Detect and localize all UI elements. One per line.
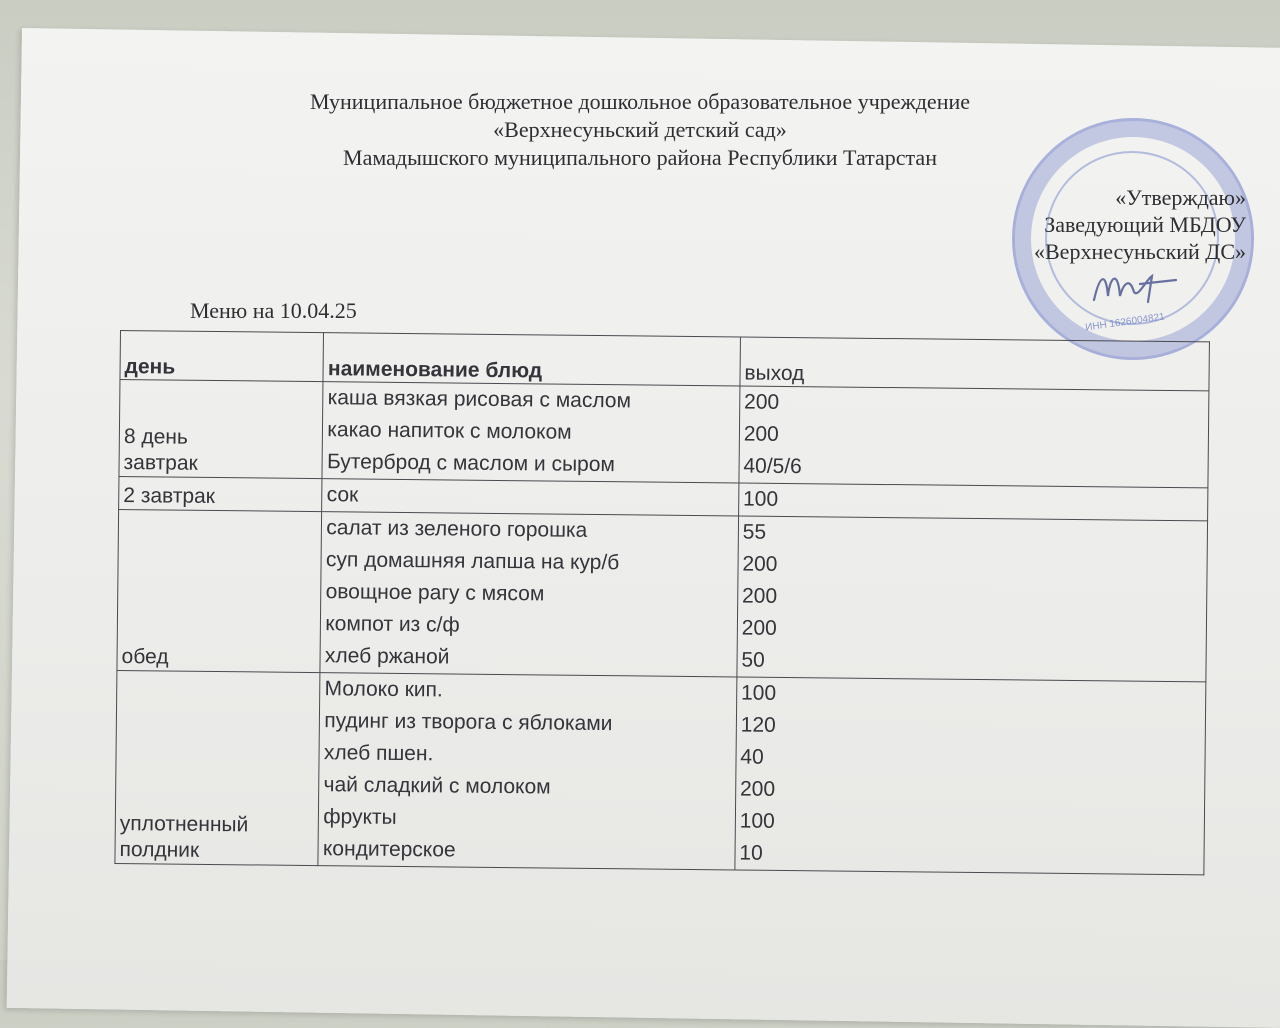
dish-name: сок: [326, 483, 359, 507]
dish-name: хлеб пшен.: [323, 741, 434, 766]
output-cell: [737, 516, 1208, 682]
signature-icon: [1090, 262, 1180, 312]
output-cell: [739, 386, 1209, 488]
dish-output: 200: [743, 390, 780, 414]
meal-day-label: 2 завтрак: [123, 484, 216, 509]
approval-line-2: Заведующий МБДОУ: [1044, 212, 1246, 237]
dish-output: 100: [739, 809, 775, 833]
approval-line-1: «Утверждаю»: [1115, 185, 1246, 210]
meal-day-cell: [117, 509, 322, 672]
dish-output: 55: [742, 520, 767, 544]
dish-name: фрукты: [323, 805, 397, 829]
approval-block: [1034, 184, 1246, 265]
column-header: наименование блюд: [323, 333, 740, 386]
dish-output: 120: [740, 713, 776, 737]
dish-cell: [318, 673, 736, 870]
dish-output: 200: [741, 584, 778, 608]
dish-name: кондитерское: [322, 837, 456, 862]
meal-day-cell: [115, 670, 320, 865]
meal-day-cell: [119, 380, 323, 479]
dish-name: пудинг из творога с яблоками: [324, 709, 613, 736]
dish-output: 40/5/6: [743, 454, 802, 479]
dish-output: 40: [740, 745, 764, 769]
meal-day-label: завтрак: [123, 451, 198, 475]
dish-cell: [322, 479, 739, 516]
meal-row: [117, 509, 1208, 681]
meal-day-label: уплотненный: [119, 812, 249, 837]
meal-day-label: 8 день: [123, 425, 188, 449]
org-name-line-2: «Верхнесуньский детский сад»: [493, 117, 787, 142]
menu-table: [114, 330, 1210, 875]
approval-line-3: «Верхнесуньский ДС»: [1034, 239, 1246, 264]
org-name-line-3: Мамадышского муниципального района Республики Татарстан: [343, 145, 937, 170]
dish-name: хлеб ржаной: [324, 644, 450, 669]
dish-output: 200: [742, 552, 778, 576]
dish-name: Молоко кип.: [324, 677, 443, 702]
dish-output: 10: [739, 841, 763, 865]
dish-output: 100: [740, 681, 777, 705]
dish-name: овощное рагу с мясом: [325, 580, 545, 606]
dish-output: 100: [742, 487, 779, 511]
meal-row: [119, 380, 1209, 488]
dish-cell: [322, 382, 739, 483]
menu-date-label: Меню на 10.04.25: [190, 298, 357, 323]
meal-day-label: полдник: [119, 838, 200, 862]
meal-row: [115, 670, 1206, 874]
dish-name: каша вязкая рисовая с маслом: [327, 386, 632, 413]
dish-cell: [320, 512, 738, 677]
dish-output: 50: [741, 648, 765, 672]
output-cell: [738, 483, 1208, 521]
dish-name: салат из зеленого горошка: [326, 516, 588, 542]
dish-name: суп домашняя лапша на кур/б: [325, 548, 620, 575]
dish-name: какао напиток с молоком: [327, 418, 572, 444]
dish-name: чай сладкий с молоком: [323, 773, 551, 799]
meal-day-cell: [119, 476, 323, 511]
meal-day-label: обед: [121, 645, 169, 669]
dish-name: Бутерброд с маслом и сыром: [326, 450, 616, 477]
column-header: выход: [740, 337, 1210, 391]
output-cell: [735, 677, 1206, 875]
dish-output: 200: [739, 777, 776, 801]
dish-output: 200: [743, 422, 779, 446]
dish-output: 200: [741, 616, 777, 640]
org-name-line-1: Муниципальное бюджетное дошкольное образовательное учреждение: [310, 89, 970, 114]
dish-name: компот из с/ф: [325, 612, 460, 637]
stamp-inn-text: ИНН 1626004821: [1084, 311, 1166, 334]
column-header: день: [120, 331, 324, 382]
